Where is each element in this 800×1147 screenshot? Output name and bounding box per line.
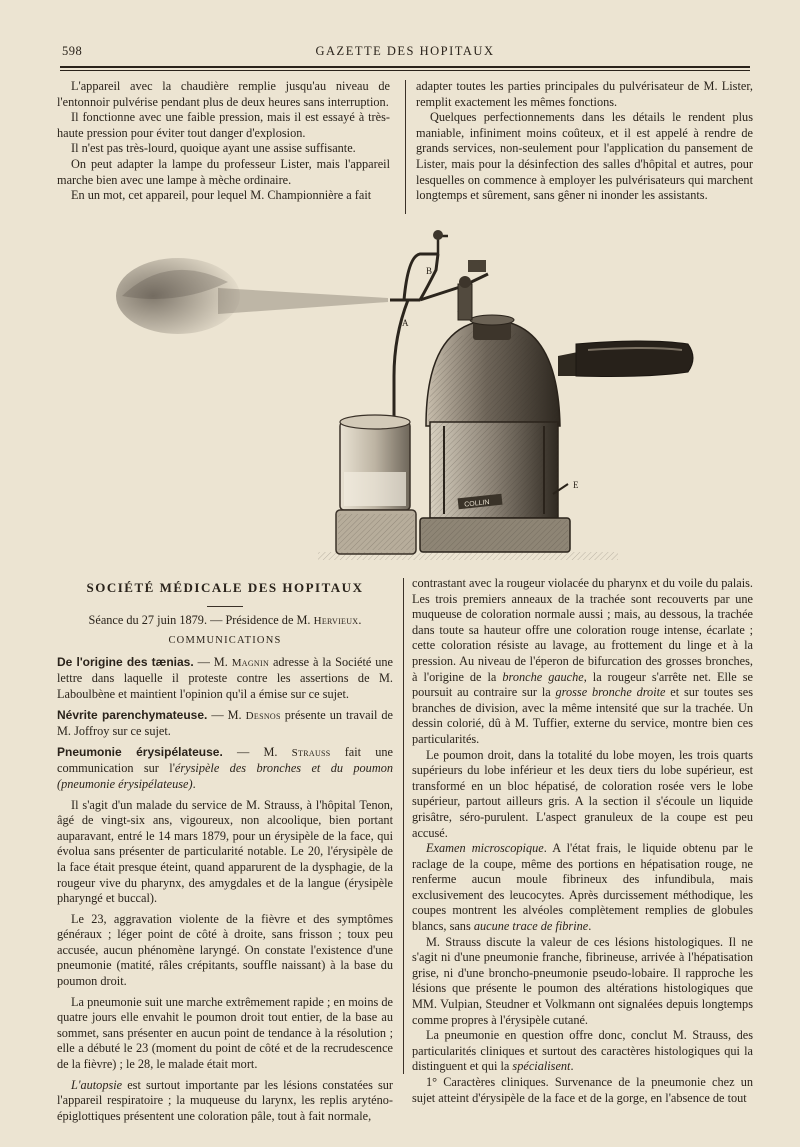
paragraph: L'appareil avec la chaudière remplie jusqu'au niveau de l'entonnoir pulvérise pendant plus de deux heures sans interruption. (57, 79, 390, 109)
communication-nevrite (57, 708, 393, 740)
paragraph-text: et sur toutes ses branches de division, avec la même intensité que sur la trachée. Un dessin colorié, dû à M. Tuffier, externe du service, montre bien ces particularités. (412, 685, 754, 746)
communication-taenias (57, 655, 393, 703)
paragraph: adapter toutes les parties principales du pulvérisateur de M. Lister, remplit exactement les mêmes fonctions. (416, 79, 753, 109)
runin-heading: Névrite parenchymateuse. (57, 707, 208, 722)
paragraph: La pneumonie suit une marche extrêmement rapide ; en moins de quatre jours elle envahit le poumon droit tout entier, de la base au sommet, sans présenter en aucun point de tendance à la résolution ; elle a débuté le 23 (moment du point de côté et de la recrudescence de la fièvre) ; le 28, le malade était mort. (57, 994, 393, 1072)
boiler (426, 276, 560, 426)
paragraph: Il s'agit d'un malade du service de M. Strauss, à l'hôpital Tenon, âgé de vingt-six ans, vigoureux, non alcoolique, bien portant auparavant, entré le 14 mars 1879, pour un érysipèle de la face, qui évolua sans présenter de particularité notable. Le 20, l'érysipèle de la face était presque éteint, quand apparurent de la dysphagie, de la rougeur vive du pharynx, des amygdales et de la langue (érysipèle pharyngé et buccal). (57, 797, 393, 906)
top-left-column (57, 79, 390, 204)
column-divider-top (405, 80, 406, 214)
valve-knob (433, 230, 443, 240)
italic-text: érysipèle des bronches et du poumon (pneumonie érysipélateuse) (57, 761, 393, 791)
author-name: Desnos (245, 709, 281, 722)
paragraph-text: présente un travail de M. Joffroy sur ce sujet. (57, 707, 394, 739)
italic-text: spécialisent (512, 1059, 571, 1074)
steam-valve (468, 260, 486, 272)
bottom-left-column (57, 576, 393, 1129)
label-b: B (426, 266, 433, 276)
paragraph: Le poumon droit, dans la totalité du lobe moyen, les trois quarts supérieurs du lobe inférieur et les deux tiers du lobe supérieur, est transformé en un bloc hépatisé, de coloration rosée vers le lobe supérieur, partout ailleurs gris. A la section il s'écoule un liquide grisâtre, séro-purulent. L'aspect granuleux de la coupe est peu accusé. (412, 747, 753, 840)
italic-text: Examen microscopique (426, 841, 544, 856)
lamp-cylinder (420, 422, 570, 552)
italic-text: bronche gauche (502, 669, 584, 684)
paragraph: Il fonctionne avec une faible pression, mais il est essayé à très-haute pression pour éviter tout danger d'explosion. (57, 110, 390, 140)
page-header (60, 44, 750, 64)
sprayer-apparatus-engraving (108, 226, 708, 564)
session-line (57, 613, 393, 630)
author-name: Strauss (291, 746, 331, 759)
paragraph (412, 1028, 753, 1075)
engraving-illustration (108, 226, 708, 564)
paragraph: M. Strauss discute la valeur de ces lésions histologiques. Il ne s'agit ni d'une pneumonie franche, fibrineuse, arrivée à l'hépatisation grise, ni d'une broncho-pneumonie pseudo-lobaire. Il rapproche les lésions que présente le poumon des altérations histologiques que MM. Vulpian, Steudner et Volkmann ont signalées depuis longtemps comme propres à l'érysipèle cutané. (412, 934, 753, 1027)
paragraph-autopsie (57, 1078, 393, 1125)
paragraph: Il n'est pas très-lourd, quoique ayant une assise suffisante. (71, 141, 356, 156)
paragraph (412, 841, 753, 935)
paragraph-text: contrastant avec la rougeur violacée du pharynx et du voile du palais. Les trois premiers anneaux de la trachée sont recouverts par une muqueuse de coloration normale aussi ; mais, au dessous, la trachée dans toute sa hauteur offre une coloration rouge intense, écarlate ; cette coloration résiste au lavage, au frottement du linge et à la pression. Au niveau de l'éperon de bifurcation des grosses bronches, à l'origine de la (412, 576, 753, 684)
label-e: E (573, 480, 579, 490)
paragraph: 1° Caractères cliniques. Survenance de la pneumonie chez un sujet atteint d'érysipèle de la face et de la gorge, en l'absence de tout (412, 1075, 753, 1105)
communications-heading: COMMUNICATIONS (168, 635, 282, 647)
paragraph-text: . (570, 1059, 574, 1074)
session-date: Séance du 27 juin 1879. — Présidence de M. (88, 612, 314, 627)
top-right-column (416, 79, 753, 204)
column-divider-bottom (403, 578, 404, 1074)
author-name: Magnin (231, 656, 270, 669)
runin-heading: De l'origine des tænias. (57, 654, 194, 669)
paragraph (412, 576, 753, 748)
title-rule (207, 606, 243, 607)
paragraph-text: adresse à la Société une lettre dans laquelle il proteste contre les assertions de M. Laboulbène et maintient l'opinion qu'il a émise sur ce sujet. (57, 654, 393, 701)
italic-text: aucune trace de fibrine (473, 919, 589, 934)
runin-heading: Pneumonie érysipélateuse. (57, 744, 223, 759)
paragraph: Le 23, aggravation violente de la fièvre et des symptômes généraux ; léger point de côté à droite, sans frisson ; toux peu accusée, aucun phénomène laryngé. On constate l'existence d'une pneumonie (matité, râles crépitants, souffle naissant) à la base du poumon droit. (57, 911, 393, 989)
bottom-right-column (412, 576, 753, 1106)
paragraph: Quelques perfectionnements dans les détails le rendent plus maniable, infiniment moins coûteux, et il est appelé à rendre de grands services, non-seulement pour l'application du pansement de Lister, mais pour la désinfection des salles d'hôpital et autres, pour lesquelles on commence à employer les pulvérisateurs qui marchent longtemps et sûrement, sans gêner ni inonder les assistants. (416, 110, 753, 203)
ground-shadow (318, 552, 618, 560)
paragraph-text: . (192, 776, 196, 791)
paragraph: En un mot, cet appareil, pour lequel M. Championnière a fait (71, 188, 372, 203)
header-rule-thin (60, 70, 750, 71)
journal-title: GAZETTE DES HOPITAUX (315, 44, 495, 58)
dash: — M. (193, 654, 232, 669)
section-title: SOCIÉTÉ MÉDICALE DES HOPITAUX (86, 580, 364, 595)
session-end: . (358, 612, 362, 627)
paragraph-text: . A l'état frais, le liquide obtenu par le raclage de la coupe, même des portions en hépatisation rouge, ne renferme aucun moule fibrineux des infundibula, mais exclusivement des leucocytes. Après durcissement méthodique, les coupes montrent les alvéoles complètement remplies de globules blancs, sans (412, 841, 753, 934)
header-rule-thick (60, 66, 750, 68)
italic-text: grosse bronche droite (555, 685, 666, 700)
president-name: Hervieux (313, 614, 359, 627)
dash: — M. (222, 744, 292, 759)
dash: — M. (207, 707, 246, 722)
glass-reservoir (336, 415, 416, 554)
paragraph-text: , la rougeur s'arrête net. Elle se poursuit au contraire sur la (412, 669, 753, 700)
label-a: A (402, 318, 409, 328)
paragraph-text: est surtout importante par les lésions constatées sur l'appareil respiratoire ; la muqueuse du larynx, les replis aryténo-épiglottiques présentent une coloration pâle, tout à fait normale, (57, 1077, 393, 1123)
paragraph-text: La pneumonie en question offre donc, conclut M. Strauss, des particularités cliniques et surtout des caractères histologiques qui la distinguent et qui la (412, 1028, 753, 1074)
paragraph-text: fait une communication sur l' (57, 744, 393, 776)
communication-pneumonie (57, 745, 393, 793)
paragraph: On peut adapter la lampe du professeur Lister, mais l'appareil marche bien avec une lampe à mèche ordinaire. (57, 156, 390, 187)
maker-plate: COLLIN (463, 499, 490, 509)
page-number: 598 (62, 44, 83, 58)
wooden-handle (558, 341, 693, 377)
italic-text: L'autopsie (71, 1077, 123, 1092)
paragraph-text: . (588, 919, 592, 934)
spray-plume (116, 258, 388, 334)
